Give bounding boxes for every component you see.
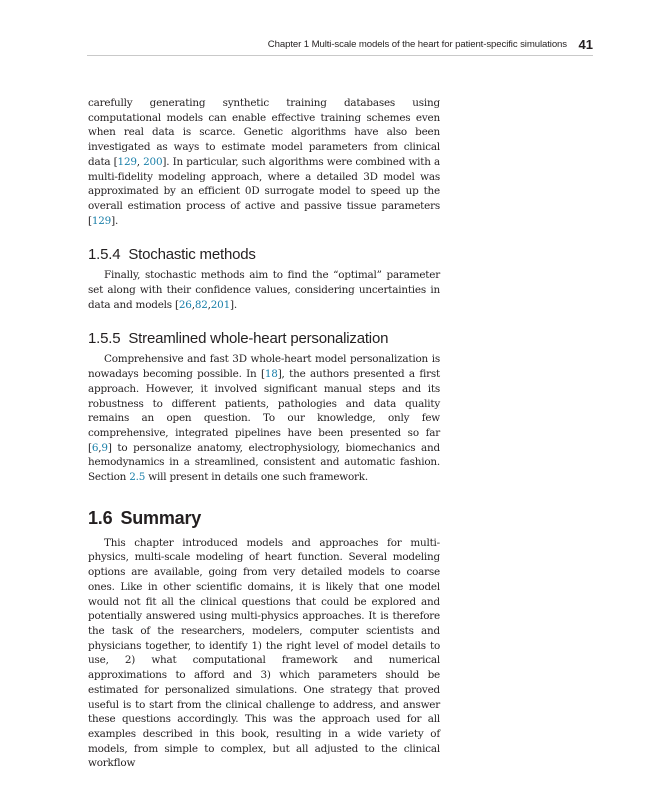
section-number: 1.5.4 bbox=[88, 246, 121, 264]
section-number: 1.5.5 bbox=[88, 330, 121, 348]
section-title: Stochastic methods bbox=[128, 246, 256, 264]
chapter-title: Chapter 1 Multi-scale models of the heart for patient-specific simulations bbox=[267, 39, 567, 50]
stochastic-methods-paragraph: Finally, stochastic methods aim to find the “optimal” parameter set along with their confidence values, considering uncertainties in data and models [26,82,201]. bbox=[88, 269, 440, 311]
summary-paragraph: This chapter introduced models and approaches for multi-physics, multi-scale modeling of heart function. Several modeling options are available, going from very detailed models to coarse ones. Like in other scientific domains, it is likely that one model would not fit all the clinical questions that could be explored and potentially answered using multi-physics approaches. It is therefore the task of the researchers, modelers, computer scientists and physicians together, to identify 1) the right level of model details to use, 2) what computational framework and numerical approximations to afford and 3) which parameters should be estimated for personalized simulations. One strategy that proved useful is to start from the clinical challenge to address, and answer these questions accordingly. This was the approach used for all examples described in this book, resulting in a wide variety of models, from simple to complex, but all adjusted to the clinical workflow bbox=[88, 536, 440, 770]
citation-link[interactable]: 82 bbox=[194, 298, 208, 311]
citation-link[interactable]: 201 bbox=[210, 298, 230, 311]
citation-link[interactable]: 26 bbox=[178, 298, 192, 311]
citation-link[interactable]: 6 bbox=[91, 441, 99, 454]
section-heading-stochastic-methods bbox=[88, 246, 440, 264]
citation-link[interactable]: 18 bbox=[264, 368, 278, 381]
citation-link[interactable]: 9 bbox=[101, 441, 108, 454]
whole-heart-paragraph: Comprehensive and fast 3D whole-heart model personalization is nowadays becoming possible. In [18], the authors presented a first approach. However, it involved significant manual steps and its robustness to different patients, pathologies and data quality remains an open question. To our knowledge, only few comprehensive, integrated pipelines have been presented so far [6,9] to personalize anatomy, electrophysiology, biomechanics and hemodynamics in a streamlined, consistent and automatic fashion. Section 2.5 will present in details one such framework. bbox=[88, 353, 441, 484]
intro-paragraph: carefully generating synthetic training databases using computational models can enable effective training schemes even when real data is scarce. Genetic algorithms have also been investigated as ways to estimate model parameters from clinical data [129, 200]. In particular, such algorithms were combined with a multi-fidelity modeling approach, where a detailed 3D model was approximated by an efficient 0D surrogate model to speed up the overall estimation process of active and passive tissue parameters [129]. bbox=[88, 97, 440, 227]
section-number: 1.6 bbox=[88, 507, 113, 528]
citation-link[interactable]: 129 bbox=[117, 155, 137, 168]
citation-link[interactable]: 129 bbox=[91, 214, 112, 227]
section-reference-link[interactable]: 2.5 bbox=[129, 471, 146, 484]
section-heading-summary bbox=[88, 507, 440, 529]
section-title: Streamlined whole-heart personalization bbox=[128, 330, 389, 348]
page-body bbox=[88, 96, 440, 771]
section-title: Summary bbox=[120, 507, 202, 528]
citation-link[interactable]: 200 bbox=[143, 155, 163, 168]
page-number: 41 bbox=[578, 37, 593, 52]
section-heading-whole-heart-personalization bbox=[88, 330, 440, 348]
running-header bbox=[87, 37, 593, 56]
